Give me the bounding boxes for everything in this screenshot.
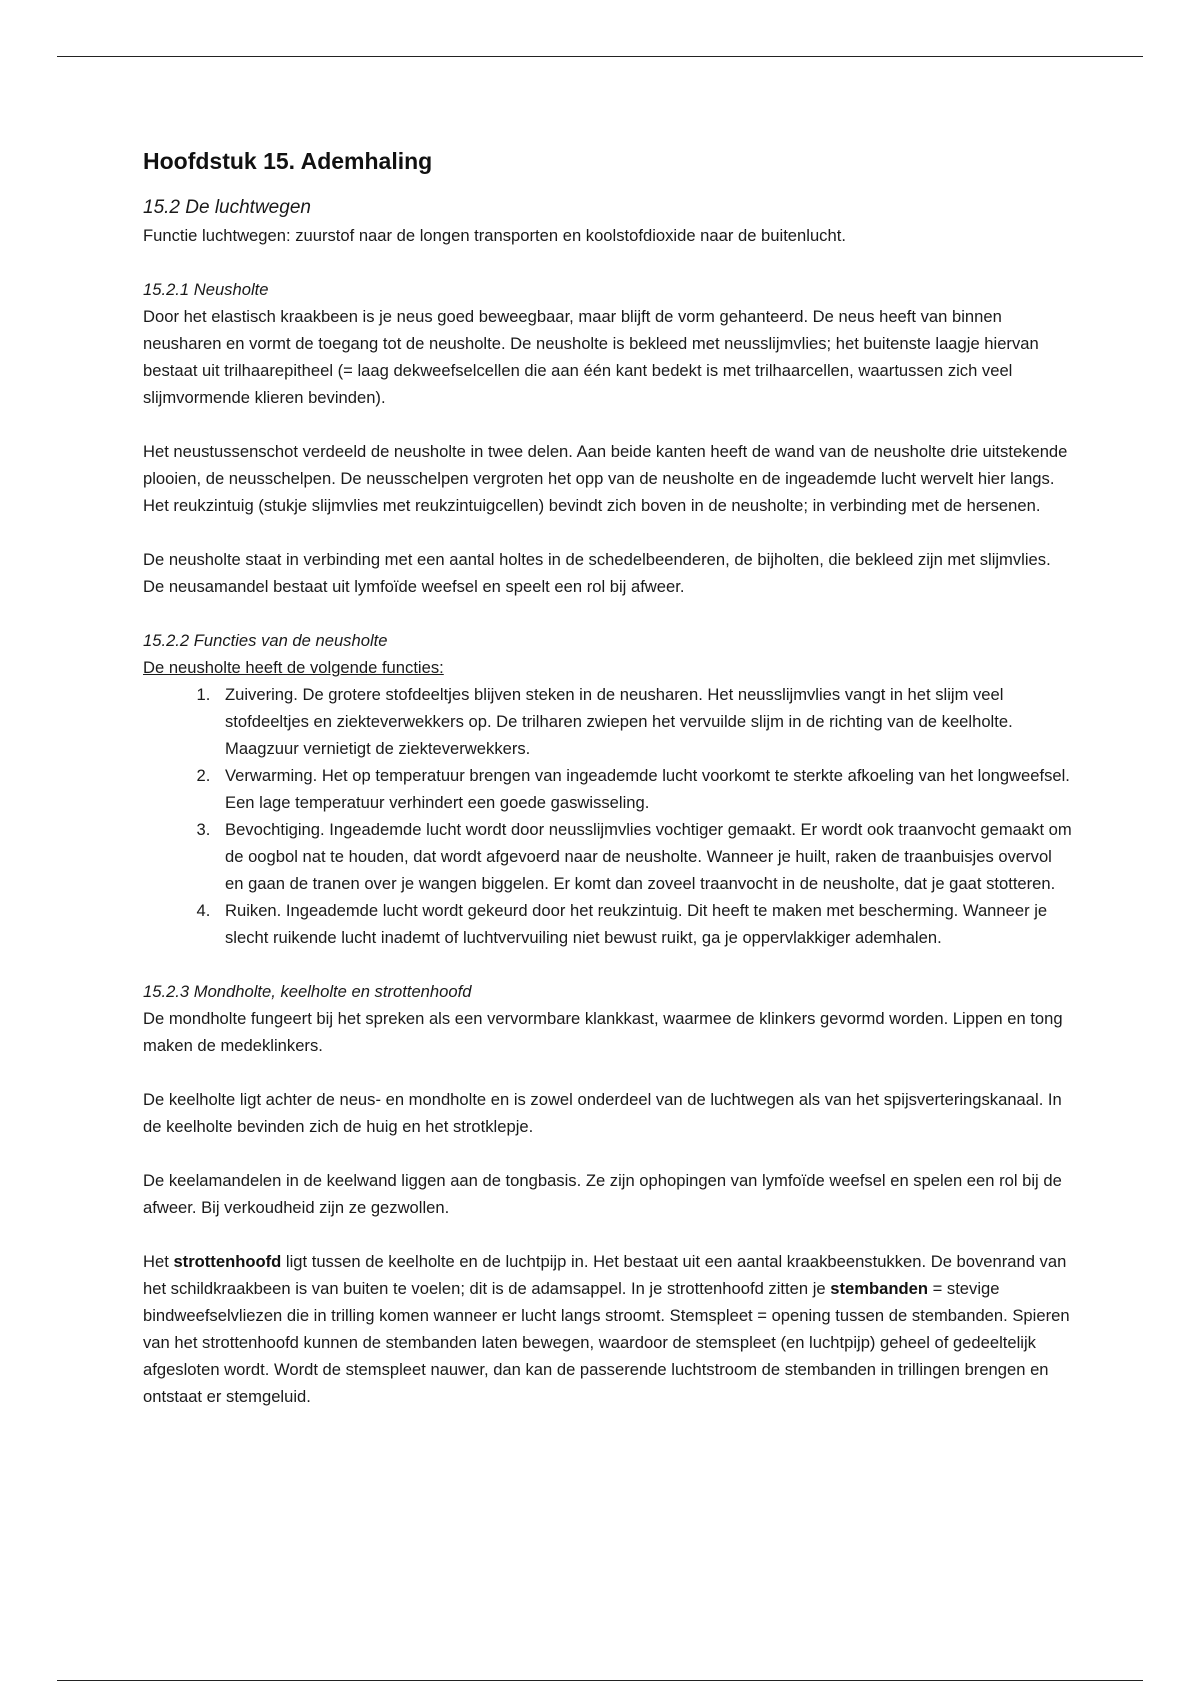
functions-intro: De neusholte heeft de volgende functies:: [143, 658, 444, 677]
paragraph: De neusholte staat in verbinding met een aantal holtes in de schedelbeenderen, de bijholten, die bekleed zijn met slijmvlies. De neusamandel bestaat uit lymfoïde weefsel en speelt een rol bij afweer.: [143, 550, 1051, 596]
paragraph: Het neustussenschot verdeeld de neusholte in twee delen. Aan beide kanten heeft de wand van de neusholte drie uitstekende plooien, de neusschelpen. De neusschelpen vergroten het opp van de neusholte en de ingeademde lucht wervelt hier langs. Het reukzintuig (stukje slijmvlies met reukzintuigcellen) bevindt zich boven in de neusholte; in verbinding met de hersenen.: [143, 442, 1068, 515]
list-item: 4. Ruiken. Ingeademde lucht wordt gekeurd door het reukzintuig. Dit heeft te maken met bescherming. Wanneer je slecht ruikende lucht inademt of luchtvervuiling niet bewust ruikt, ga je oppervlakkiger ademhalen.: [215, 897, 1073, 951]
functions-list: [143, 681, 1073, 951]
term-strottenhoofd: strottenhoofd: [173, 1252, 282, 1271]
term-stembanden: stembanden: [830, 1279, 928, 1298]
header-rule: [57, 56, 1143, 57]
section-title-15-2: 15.2 De luchtwegen: [143, 197, 311, 218]
footer-rule: [57, 1680, 1143, 1681]
section-title-15-2-1: 15.2.1 Neusholte: [143, 280, 269, 299]
paragraph: De mondholte fungeert bij het spreken als een vervormbare klankkast, waarmee de klinkers gevormd worden. Lippen en tong maken de medeklinkers.: [143, 1009, 1063, 1055]
paragraph: De keelholte ligt achter de neus- en mondholte en is zowel onderdeel van de luchtwegen als van het spijsverteringskanaal. In de keelholte bevinden zich de huig en het strotklepje.: [143, 1090, 1062, 1136]
paragraph: Door het elastisch kraakbeen is je neus goed beweegbaar, maar blijft de vorm gehanteerd. De neus heeft van binnen neusharen en vormt de toegang tot de neusholte. De neusholte is bekleed met neusslijmvlies; het buitenste laagje hiervan bestaat uit trilhaarepitheel (= laag dekweefselcellen die aan één kant bedekt is met trilhaarcellen, waartussen zich veel slijmvormende klieren bevinden).: [143, 307, 1039, 407]
section-title-15-2-3: 15.2.3 Mondholte, keelholte en strottenhoofd: [143, 982, 472, 1001]
list-item: 2. Verwarming. Het op temperatuur brengen van ingeademde lucht voorkomt te sterkte afkoeling van het longweefsel. Een lage temperatuur verhindert een goede gaswisseling.: [215, 762, 1073, 816]
section-title-15-2-2: 15.2.2 Functies van de neusholte: [143, 631, 388, 650]
document-body: [143, 146, 1073, 1410]
chapter-title: Hoofdstuk 15. Ademhaling: [143, 148, 433, 174]
list-item: 3. Bevochtiging. Ingeademde lucht wordt door neusslijmvlies vochtiger gemaakt. Er wordt ook traanvocht gemaakt om de oogbol nat te houden, dat wordt afgevoerd naar de neusholte. Wanneer je huilt, raken de traanbuisjes overvol en gaan de tranen over je wangen biggelen. Er komt dan zoveel traanvocht in de neusholte, dat je gaat stotteren.: [215, 816, 1073, 897]
paragraph: De keelamandelen in de keelwand liggen aan de tongbasis. Ze zijn ophopingen van lymfoïde weefsel en spelen een rol bij de afweer. Bij verkoudheid zijn ze gezwollen.: [143, 1171, 1062, 1217]
paragraph-strottenhoofd: Het strottenhoofd ligt tussen de keelholte en de luchtpijp in. Het bestaat uit een aantal kraakbeenstukken. De bovenrand van het schildkraakbeen is van buiten te voelen; dit is de adamsappel. In je strottenhoofd zitten je stembanden = stevige bindweefselvliezen die in trilling komen wanneer er lucht langs stroomt. Stemspleet = opening tussen de stembanden. Spieren van het strottenhoofd kunnen de stembanden laten bewegen, waardoor de stemspleet (en luchtpijp) geheel of gedeeltelijk afgesloten wordt. Wordt de stemspleet nauwer, dan kan de passerende luchtstroom de stembanden in trillingen brengen en ontstaat er stemgeluid.: [143, 1252, 1070, 1406]
list-item: 1. Zuivering. De grotere stofdeeltjes blijven steken in de neusharen. Het neusslijmvlies vangt in het slijm veel stofdeeltjes en ziekteverwekkers op. De trilharen zwiepen het vervuilde slijm in de richting van de keelholte. Maagzuur vernietigt de ziekteverwekkers.: [215, 681, 1073, 762]
section-15-2-text: Functie luchtwegen: zuurstof naar de longen transporten en koolstofdioxide naar de buitenlucht.: [143, 226, 846, 245]
